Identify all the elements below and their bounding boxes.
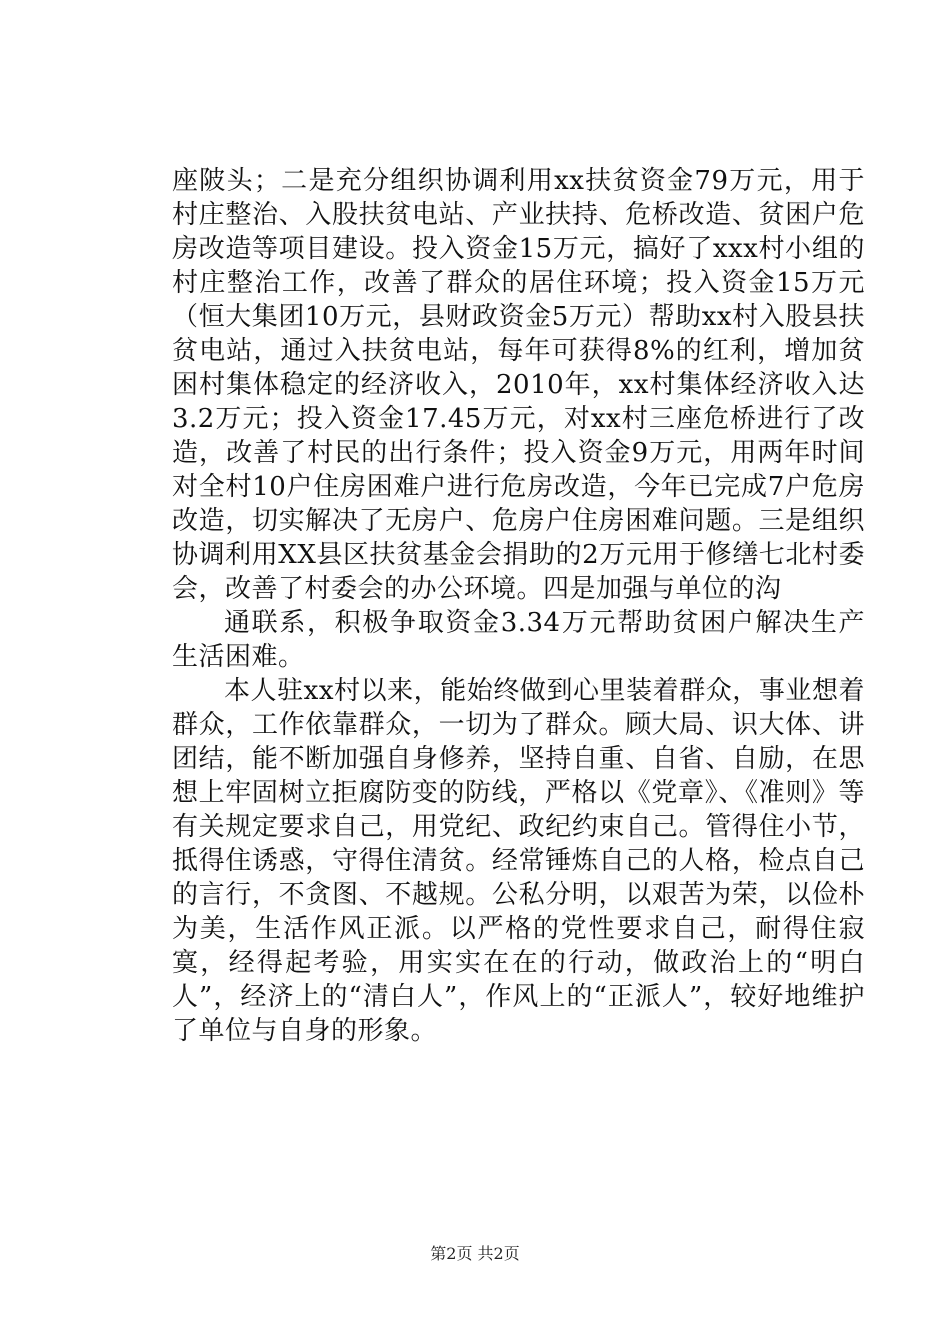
page-footer: 第2页 共2页	[430, 1244, 520, 1263]
paragraph-1: 座陂头；二是充分组织协调利用xx扶贫资金79万元，用于村庄整治、入股扶贫电站、产业扶持、危桥改造、贫困户危房改造等项目建设。投入资金15万元，搞好了xxx村小组的村庄整治工作，改善了群众的居住环境；投入资金15万元（恒大集团10万元，县财政资金5万元）帮助xx村入股县扶贫电站，通过入扶贫电站，每年可获得8%的红利，增加贫困村集体稳定的经济收入，2010年，xx村集体经济收入达3.2万元；投入资金17.45万元，对xx村三座危桥进行了改造，改善了村民的出行条件；投入资金9万元，用两年时间对全村10户住房困难户进行危房改造，今年已完成7户危房改造，切实解决了无房户、危房户住房困难问题。三是组织协调利用XX县区扶贫基金会捐助的2万元用于修缮七北村委会，改善了村委会的办公环境。四是加强与单位的沟	[172, 166, 865, 604]
paragraph-2: 通联系，积极争取资金3.34万元帮助贫困户解决生产生活困难。	[172, 608, 865, 672]
paragraph-3: 本人驻xx村以来，能始终做到心里装着群众，事业想着群众，工作依靠群众，一切为了群众。顾大局、识大体、讲团结，能不断加强自身修养，坚持自重、自省、自励，在思想上牢固树立拒腐防变的防线，严格以《党章》、《准则》等有关规定要求自己，用党纪、政纪约束自己。管得住小节，抵得住诱惑，守得住清贫。经常锤炼自己的人格，检点自己的言行，不贪图、不越规。公私分明，以艰苦为荣，以俭朴为美，生活作风正派。以严格的党性要求自己，耐得住寂寞，经得起考验，用实实在在的行动，做政治上的“明白人”，经济上的“清白人”，作风上的“正派人”，较好地维护了单位与自身的形象。	[172, 676, 865, 1046]
document-body	[172, 164, 865, 1048]
